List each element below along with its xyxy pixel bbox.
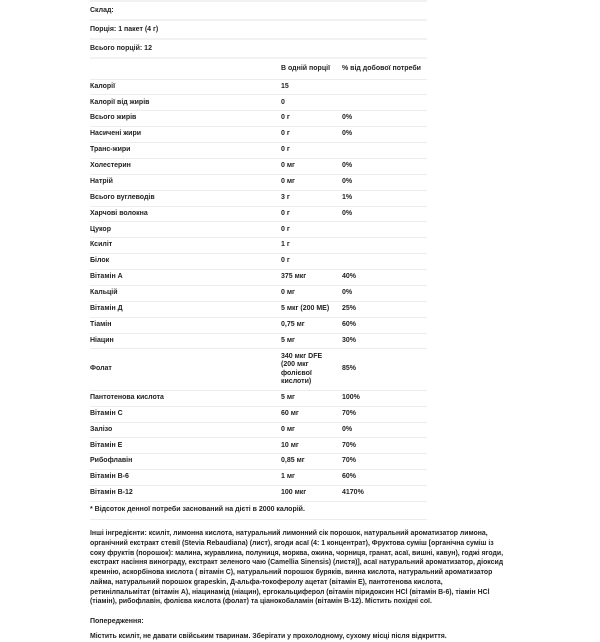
nutrient-amount: 5 мкг (200 МЕ) <box>281 304 330 312</box>
nutrient-label: Калорії від жирів <box>90 98 150 106</box>
nutrient-amount: 1 мг <box>281 473 295 481</box>
table-row <box>90 222 427 238</box>
nutrient-daily-value: 0% <box>342 289 353 297</box>
table-row <box>90 254 427 270</box>
nutrient-label: Вітамін B-12 <box>90 489 133 497</box>
table-row <box>90 486 427 502</box>
nutrient-label: Ніацин <box>90 336 114 344</box>
table-row <box>90 391 427 407</box>
table-row <box>90 207 427 223</box>
nutrient-label: Вітамін А <box>90 273 123 281</box>
nutrient-daily-value: 85% <box>342 365 357 373</box>
nutrient-amount: 0 мг <box>281 162 295 170</box>
table-row <box>90 438 427 454</box>
nutrient-label: Цукор <box>90 225 111 233</box>
nutrient-amount: 60 мг <box>281 409 299 417</box>
nutrient-label: Вітамін Д <box>90 304 123 312</box>
nutrient-daily-value: 0% <box>342 425 353 433</box>
table-row <box>90 159 427 175</box>
nutrient-label: Вітамін E <box>90 441 123 449</box>
column-header-daily-value: % від добової потреби <box>342 64 421 72</box>
table-row <box>90 454 427 470</box>
nutrient-daily-value: 0% <box>342 114 353 122</box>
nutrient-amount: 100 мкг <box>281 489 307 497</box>
table-row <box>90 191 427 207</box>
table-row <box>90 286 427 302</box>
nutrient-label: Пантотенова кислота <box>90 393 164 401</box>
nutrient-amount: 10 мг <box>281 441 299 449</box>
nutrient-label: Холестерин <box>90 162 131 170</box>
nutrient-amount: 15 <box>281 82 289 90</box>
nutrient-label: Харчові волокна <box>90 209 148 217</box>
composition-label: Склад: <box>90 2 427 21</box>
table-row <box>90 175 427 191</box>
nutrient-amount: 5 мг <box>281 336 295 344</box>
nutrient-amount: 340 мкг DFE (200 мкг фолієвої кислоти) <box>281 352 323 386</box>
nutrient-label: Фолат <box>90 365 112 373</box>
table-row <box>90 143 427 159</box>
nutrient-label: Вітамін B-6 <box>90 473 129 481</box>
nutrient-amount: 0 г <box>281 114 290 122</box>
table-row <box>90 127 427 143</box>
nutrient-label: Ксиліт <box>90 241 113 249</box>
nutrient-daily-value: 30% <box>342 336 357 344</box>
table-row <box>90 423 427 439</box>
table-row <box>90 334 427 350</box>
nutrient-amount: 1 г <box>281 241 290 249</box>
nutrient-label: Натрій <box>90 177 113 185</box>
nutrient-daily-value: 70% <box>342 441 357 449</box>
table-header-row <box>90 59 427 80</box>
nutrient-label: Транс-жири <box>90 146 131 154</box>
nutrient-amount: 0 г <box>281 225 290 233</box>
nutrient-label: Залізо <box>90 425 113 433</box>
table-row <box>90 270 427 286</box>
nutrient-daily-value: 60% <box>342 320 357 328</box>
nutrient-daily-value: 4170% <box>342 489 364 497</box>
nutrient-amount: 0 <box>281 98 285 106</box>
nutrition-table <box>90 0 427 520</box>
nutrient-amount: 5 мг <box>281 393 295 401</box>
nutrient-amount: 375 мкг <box>281 273 307 281</box>
nutrient-amount: 0 мг <box>281 425 295 433</box>
table-row <box>90 95 427 111</box>
other-ingredients-paragraph: Інші інгредієнти: ксиліт, лимонна кислота, натуральний лимонний сік порошок, натуральний ароматизатор лимона, органічний екстракт стевії (Stevia Rebaudiana) (лист), ягоди асаї (4: 1 концентрат), Фруктова суміш [органічна суміш із соку фруктів (порошок): малина, журавлина, полуниця, морква, ожина, чорниця, гранат, асаї, вишні, кавун), годжі ягоди, екстракт насіння винограду, екстракт зеленого чаю (Camellia Sinensis) (листя)], асаї натуральний ароматизатор, діоксид кремнію, аскорбінова кислота ( вітамін C), натуральний порошок буряків, винна кислота, натуральний ароматизатор лайма, натуральний порошок grapeskin, Д-альфа-токоферолу ацетат (вітамін E), пантотенова кислота, ретинілпальмітат (вітамін А), ніацинамід (ніацин), ергокальциферол (вітамін піридоксин HCl (вітамін B-6), тіамін HCl (тіамін), рибофлавін, фолієва кислота (фолат) та ціанокобаламін (вітамін B-12). Містить похідні сої. <box>90 530 504 606</box>
nutrient-amount: 0,75 мг <box>281 320 305 328</box>
nutrient-label: Всього жирів <box>90 114 137 122</box>
nutrient-label: Білок <box>90 257 110 265</box>
nutrient-daily-value: 70% <box>342 409 357 417</box>
daily-value-footnote: * Відсоток денної потреби заснований на дієті в 2000 калорій. <box>90 505 305 513</box>
nutrient-label: Всього вуглеводів <box>90 193 155 201</box>
nutrient-daily-value: 25% <box>342 304 357 312</box>
nutrient-daily-value: 0% <box>342 209 353 217</box>
nutrient-label: Тіамін <box>90 320 112 328</box>
serving-size: Порція: 1 пакет (4 г) <box>90 21 427 40</box>
nutrient-daily-value: 0% <box>342 130 353 138</box>
nutrient-label: Вітамін C <box>90 409 123 417</box>
warning-text: Містить ксиліт, не давати свійським тваринам. Зберігати у прохолодному, сухому місці після відкриття. <box>90 633 447 640</box>
nutrient-amount: 0 г <box>281 130 290 138</box>
nutrient-amount: 3 г <box>281 193 290 201</box>
nutrient-amount: 0,85 мг <box>281 457 305 465</box>
nutrient-amount: 0 мг <box>281 289 295 297</box>
table-row <box>90 111 427 127</box>
nutrient-daily-value: 0% <box>342 162 353 170</box>
nutrient-daily-value: 1% <box>342 193 353 201</box>
nutrient-daily-value: 100% <box>342 393 360 401</box>
table-row <box>90 238 427 254</box>
table-bottom-divider <box>90 519 427 520</box>
table-row <box>90 470 427 486</box>
servings-per-container: Всього порцій: 12 <box>90 40 427 59</box>
table-row <box>90 407 427 423</box>
nutrient-daily-value: 0% <box>342 177 353 185</box>
table-row <box>90 318 427 334</box>
nutrient-label: Калорії <box>90 82 116 90</box>
nutrition-table-body <box>90 80 427 502</box>
table-row <box>90 302 427 318</box>
nutrient-amount: 0 г <box>281 146 290 154</box>
nutrient-label: Кальцій <box>90 289 118 297</box>
nutrient-label: Насичені жири <box>90 130 142 138</box>
nutrient-amount: 0 мг <box>281 177 295 185</box>
nutrient-amount: 0 г <box>281 209 290 217</box>
table-row <box>90 349 427 390</box>
nutrient-label: Рибофлавін <box>90 457 133 465</box>
warning-title: Попередження: <box>90 618 144 625</box>
nutrient-daily-value: 40% <box>342 273 357 281</box>
nutrient-amount: 0 г <box>281 257 290 265</box>
nutrient-daily-value: 70% <box>342 457 357 465</box>
nutrient-daily-value: 60% <box>342 473 357 481</box>
table-row <box>90 80 427 96</box>
column-header-amount: В одній порції <box>281 64 331 72</box>
